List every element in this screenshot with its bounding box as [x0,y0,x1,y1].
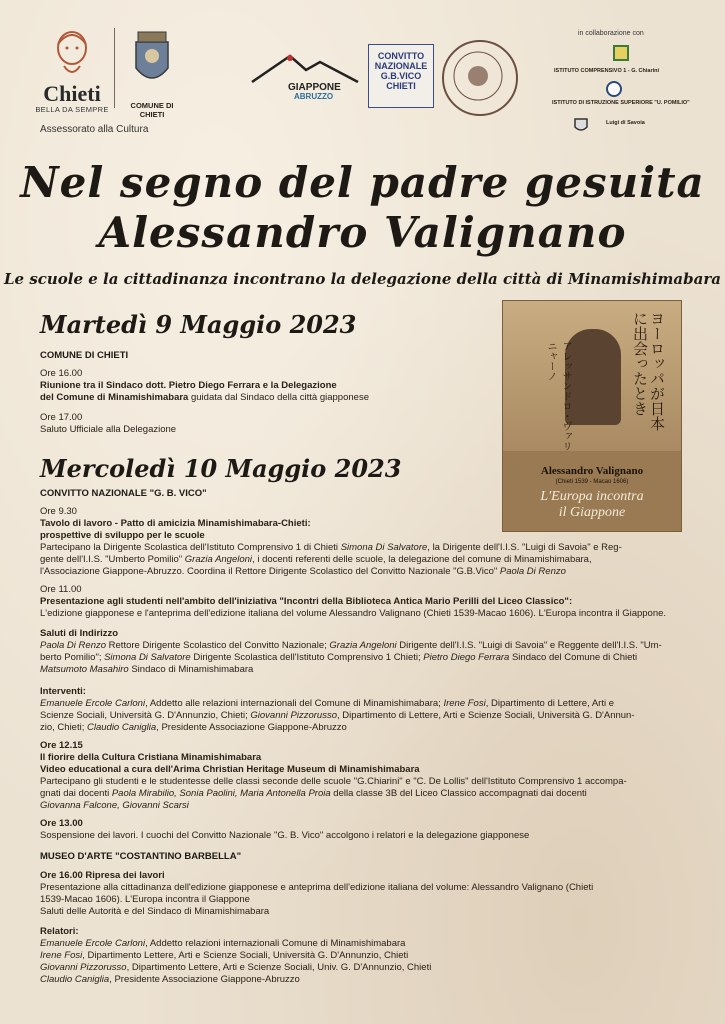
savoia-emblem-icon [572,116,590,139]
person-name: Paola Di Renzo [499,566,566,577]
event-line: , Dipartimento Lettere, Arti e Scienze Sociali, Università G. D'Annunzio, Chieti [82,950,409,961]
day2-event-4 [40,818,690,842]
event-time: Ore 16.00 Ripresa dei lavori [40,870,165,881]
event-line: zio, Chieti; [40,722,87,733]
collab-label: in collaborazione con [578,30,644,37]
seal-ring-icon [444,42,516,114]
interventi-block [40,686,690,734]
event-time: Ore 9.30 [40,506,77,517]
event-time: Ore 16.00 [40,368,83,379]
person-name: Emanuele Ercole Carloni [40,938,146,949]
book-cover [502,300,682,532]
event-line: Sospensione dei lavori. I cuochi del Convitto Nazionale "G. B. Vico" accolgono i relatori e la delegazione giapponese [40,830,530,841]
person-name: Grazia Angeloni [184,554,253,565]
chieti-logo [32,26,112,114]
chieti-tagline: BELLA DA SEMPRE [35,105,109,114]
person-name: Giovanna Falcone, Giovanni Scarsi [40,800,189,811]
event-line: Saluto Ufficiale alla Delegazione [40,424,177,435]
person-name: Grazia Angeloni [329,640,397,651]
chieti-wordmark: Chieti [43,81,101,106]
event-line: guidata dal Sindaco della città giapponese [188,392,369,403]
event-time: Ore 12.15 [40,740,83,751]
ic1-emblem-icon [612,44,630,67]
event-title: prospettive di sviluppo per le scuole [40,530,205,541]
abruzzo-word: ABRUZZO [294,92,334,101]
event-title: Video educational a cura dell'Arima Christian Heritage Museum di Minamishimabara [40,764,420,775]
event-line: Riunione tra il Sindaco dott. Pietro Diego Ferrara e la Delegazione [40,380,337,391]
event-line: del Comune di Minamishimabara [40,392,189,403]
convitto-logo-text: CONVITTO NAZIONALE G.B.VICO CHIETI [374,51,428,91]
day2-event-2 [40,584,690,620]
saluti-block [40,628,690,676]
person-name: Paola Di Renzo [40,640,107,651]
title-line-2: Alessandro Valignano [98,208,627,257]
day2-event-1 [40,506,690,578]
event-line: Sindaco di Minamishimabara [128,664,254,675]
relatori-title: Relatori: [40,926,79,937]
event-line: , Addetto alle relazioni internazionali del Comune di Minamishimabara; [145,698,444,709]
day2-heading: Mercoledì 10 Maggio 2023 [40,454,402,483]
event-line: , i docenti referenti delle scuole, la delegazione del comune di Minamishimabara, [252,554,592,565]
comune-logo [120,28,184,119]
person-name: Emanuele Ercole Carloni [40,698,146,709]
event-time: Ore 17.00 [40,412,83,423]
book-dates: (Chieti 1539 - Macao 1606) [555,479,629,485]
person-name: Giovanni Pizzorusso [40,962,127,973]
event-title: Presentazione agli studenti nell'ambito dell'iniziativa "Incontri della Biblioteca Antica Mario Perilli del Liceo Classico": [40,596,573,607]
dipartimento-seal-icon [442,40,518,116]
event-line: , Presidente Associazione Giappone-Abruzzo [109,974,300,985]
event-line: 1539-Macao 1606). L'Europa incontra il Giappone [40,894,250,905]
giappone-abruzzo-logo [250,52,360,102]
event-line: Dirigente dell'I.I.S. "Luigi di Savoia" e Reggente dell'I.I.S. "Um- [396,640,662,651]
relatori-block [40,926,690,986]
event-line: della classe 3B del Liceo Classico accompagnati dai docenti [330,788,587,799]
event-line: gente dell'I.I.S. "Umberto Pomilio" [40,554,185,565]
event-line: Saluti delle Autorità e del Sindaco di Minamishimabara [40,906,270,917]
collab-institute-2: ISTITUTO DI ISTRUZIONE SUPERIORE "U. POMILIO" [552,100,690,106]
event-line: Dirigente Scolastica dell'Istituto Comprensivo 1 Chieti; [190,652,424,663]
person-name: Claudio Caniglia [40,974,110,985]
interventi-title: Interventi: [40,686,86,697]
book-author-name: Alessandro Valignano [540,465,644,477]
event-line: Rettore Dirigente Scolastico del Convitto Nazionale; [106,640,330,651]
mountain-icon [250,52,360,84]
day2-venue-2: MUSEO D'ARTE "COSTANTINO BARBELLA" [40,851,242,862]
person-name: Simona Di Salvatore [104,652,191,663]
subtitle: Le scuole e la cittadinanza incontrano la delegazione della città di Minamishimabara [4,270,721,288]
day2-event-5 [40,870,690,918]
event-line: L'edizione giapponese e l'anteprima dell'edizione italiana del volume Alessandro Valignano (Chieti 1539-Macao 1606). L'Europa incontra il Giappone. [40,608,667,619]
event-title: Il fiorire della Cultura Cristiana Minamishimabara [40,752,262,763]
assessorato-label: Assessorato alla Cultura [40,124,149,135]
person-name: Matsumoto Masahiro [40,664,129,675]
person-name: Irene Fosi [443,698,486,709]
event-line: berto Pomilio"; [40,652,105,663]
header-divider [114,28,115,108]
person-name: Simona Di Salvatore [340,542,428,553]
person-name: Pietro Diego Ferrara [423,652,510,663]
book-jp-title: ヨーロッパが日本に出会ったとき [631,311,666,431]
event-line: , Dipartimento di Lettere, Arti e [485,698,615,709]
event-line: , Dipartimento di Lettere, Arti e Scienze Sociali, Università G. D'Annun- [337,710,635,721]
event-line: Presentazione alla cittadinanza dell'edizione giapponese e anteprima dell'edizione italiana del volume: Alessandro Valignano (Chieti [40,882,594,893]
event-line: Sindaco del Comune di Chieti [509,652,638,663]
event-line: gnati dai docenti [40,788,112,799]
chieti-face-icon [49,26,95,78]
collab-institute-3: Luigi di Savoia [606,120,645,126]
event-line: , Presidente Associazione Giappone-Abruzzo [156,722,347,733]
event-line: l'Associazione Giappone-Abruzzo. Coordina il Rettore Dirigente Scolastico del Convitto Nazionale "G.B.Vico" [40,566,500,577]
person-name: Claudio Caniglia [87,722,157,733]
person-name: Paola Mirabilio, Sonia Paolini, Maria Antonella Proia [111,788,331,799]
book-jp-name: アレッサンドロ・ヴァリニャーノ [545,341,571,451]
comune-label: COMUNE DI CHIETI [130,101,174,119]
book-it-title-1: L'Europa incontra [540,489,644,504]
person-name: Irene Fosi [40,950,83,961]
person-name: Giovanni Pizzorusso [250,710,337,721]
day1-event-2 [40,412,490,436]
coat-of-arms-icon [128,28,176,92]
event-time: Ore 13.00 [40,818,83,829]
event-line: , la Dirigente dell'I.I.S. "Luigi di Savoia" e Reg- [427,542,622,553]
event-line: , Dipartimento Lettere, Arti e Scienze Sociali, Univ. G. D'Annunzio, Chieti [126,962,432,973]
collab-institute-1: ISTITUTO COMPRENSIVO 1 - G. Chiarini [554,68,660,74]
convitto-logo [368,44,434,108]
event-line: Partecipano la Dirigente Scolastica dell'Istituto Comprensivo 1 di Chieti [40,542,341,553]
event-time: Ore 11.00 [40,584,82,595]
title-line-1: Nel segno del padre gesuita [20,158,705,207]
day1-heading: Martedì 9 Maggio 2023 [40,310,357,339]
event-line: Partecipano gli studenti e le studentesse delle classi seconde delle scuole "G.Chiarini" e "C. De Lollis" dell'Istituto Comprensivo 1 accompa- [40,776,627,787]
saluti-title: Saluti di Indirizzo [40,628,119,639]
day2-event-3 [40,740,690,812]
giappone-word: GIAPPONE [288,82,341,93]
book-it-title-2: il Giappone [558,505,626,520]
event-line: , Addetto relazioni internazionali Comune di Minamishimabara [145,938,406,949]
event-line: Scienze Sociali, Università G. D'Annunzio, Chieti; [40,710,251,721]
day2-venue: CONVITTO NAZIONALE "G. B. VICO" [40,488,207,499]
day1-event-1 [40,368,490,404]
day1-venue: COMUNE DI CHIETI [40,350,129,361]
event-title: Tavolo di lavoro - Patto di amicizia Minamishimabara-Chieti: [40,518,311,529]
